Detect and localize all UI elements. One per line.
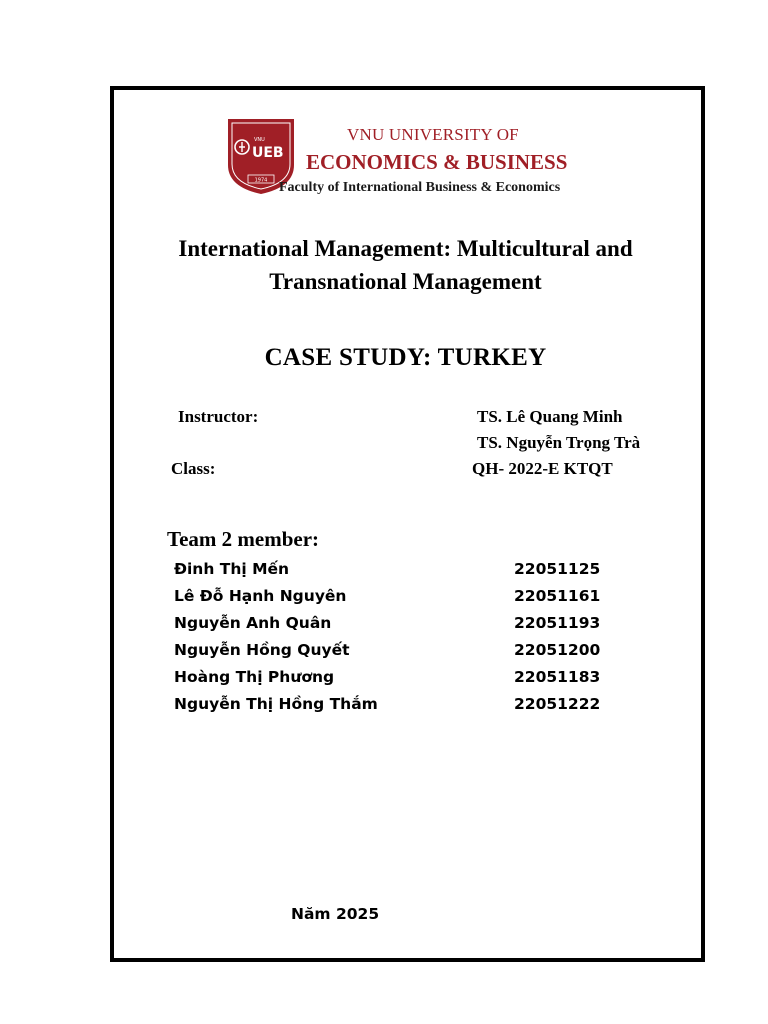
member-id: 22051193: [514, 614, 601, 632]
member-row: [174, 556, 601, 583]
class-value: QH- 2022-E KTQT: [472, 459, 613, 478]
instructor-name-2: TS. Nguyễn Trọng Trà: [477, 433, 641, 452]
member-row: [174, 610, 601, 637]
year-text: Năm 2025: [291, 905, 380, 923]
course-title-line1: International Management: Multicultural and: [178, 236, 633, 261]
member-id: 22051222: [514, 695, 601, 713]
faculty-name: Faculty of International Business & Economics: [279, 180, 561, 195]
member-id: 22051200: [514, 641, 601, 659]
logo-small-text: VNU: [254, 137, 265, 143]
member-id: 22051183: [514, 668, 601, 686]
member-row: [174, 583, 601, 610]
member-name: Nguyễn Hồng Quyết: [174, 641, 350, 659]
team-heading: Team 2 member:: [167, 527, 320, 551]
logo-year: 1974: [254, 177, 268, 184]
page-border: [110, 86, 705, 962]
member-name: Hoàng Thị Phương: [174, 668, 335, 686]
case-study-title: CASE STUDY: TURKEY: [264, 344, 547, 371]
member-id: 22051125: [514, 560, 601, 578]
member-row: [174, 637, 601, 664]
member-list: [174, 556, 601, 718]
member-name: Nguyễn Thị Hồng Thắm: [174, 695, 378, 713]
course-title-line2: Transnational Management: [269, 269, 542, 294]
instructor-name-1: TS. Lê Quang Minh: [477, 407, 623, 426]
logo-text: UEB: [252, 145, 284, 161]
university-name-line1: VNU UNIVERSITY OF: [347, 125, 519, 144]
member-row: [174, 691, 601, 718]
member-id: 22051161: [514, 587, 601, 605]
instructor-label: Instructor:: [178, 407, 259, 426]
university-name-line2: ECONOMICS & BUSINESS: [306, 150, 568, 174]
member-name: Đinh Thị Mến: [174, 560, 290, 578]
class-label: Class:: [171, 459, 216, 478]
course-title: [112, 232, 699, 298]
member-name: Nguyễn Anh Quân: [174, 614, 332, 632]
member-name: Lê Đỗ Hạnh Nguyên: [174, 587, 347, 605]
member-row: [174, 664, 601, 691]
